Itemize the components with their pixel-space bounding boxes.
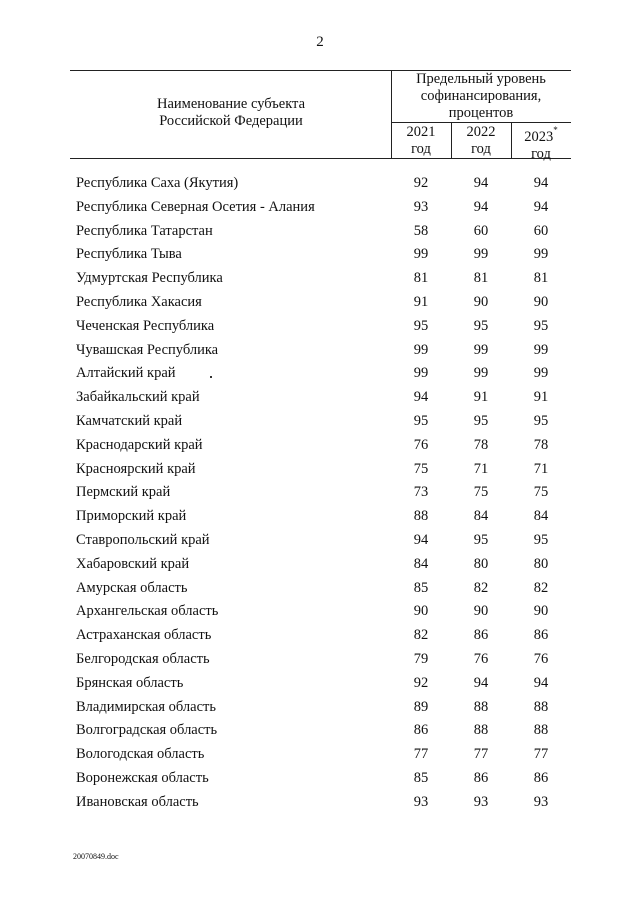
value-2023: 60 — [533, 222, 549, 239]
header-region-name-line1: Наименование субъекта — [156, 96, 306, 112]
value-2022: 94 — [473, 198, 489, 215]
header-year-label: 2022 — [466, 124, 496, 140]
region-name: Краснодарский край — [76, 436, 203, 453]
table-row — [0, 767, 640, 791]
value-2021: 77 — [413, 746, 429, 763]
value-2021: 79 — [413, 650, 429, 667]
table-row — [0, 553, 640, 577]
table-row — [0, 791, 640, 815]
header-year-2022 — [451, 124, 511, 158]
header-year-2021 — [391, 124, 451, 158]
value-2022: 99 — [473, 341, 489, 358]
region-name: Приморский край — [76, 508, 187, 525]
region-name: Республика Саха (Якутия) — [76, 175, 239, 191]
table-row — [0, 481, 640, 505]
value-2021: 95 — [413, 317, 429, 334]
value-2022: 71 — [473, 460, 489, 477]
table-row — [0, 196, 640, 220]
value-2023: 95 — [533, 531, 549, 548]
value-2023: 71 — [533, 460, 549, 477]
header-region-name — [70, 96, 392, 130]
region-name: Пермский край — [76, 484, 171, 501]
table-row — [0, 600, 640, 624]
value-2023: 99 — [533, 365, 549, 382]
value-2023: 82 — [533, 579, 549, 596]
table-header-bottom-rule — [70, 158, 571, 159]
value-2023: 91 — [533, 389, 549, 406]
value-2022: 93 — [473, 793, 489, 810]
value-2021: 99 — [413, 365, 429, 382]
value-2023: 81 — [533, 270, 549, 287]
table-row — [0, 505, 640, 529]
table-row — [0, 315, 640, 339]
value-2021: 94 — [413, 389, 429, 406]
table-row — [0, 220, 640, 244]
value-2022: 94 — [473, 175, 489, 191]
value-2023: 88 — [533, 722, 549, 739]
value-2021: 90 — [413, 603, 429, 620]
value-2023: 93 — [533, 793, 549, 810]
value-2023: 75 — [533, 484, 549, 501]
region-name: Вологодская область — [76, 746, 205, 763]
region-name: Ивановская область — [76, 793, 199, 810]
region-name: Камчатский край — [76, 412, 183, 429]
value-2023: 99 — [533, 341, 549, 358]
table-row — [0, 743, 640, 767]
table-row — [0, 458, 640, 482]
table-row — [0, 243, 640, 267]
value-2021: 99 — [413, 341, 429, 358]
table-row — [0, 339, 640, 363]
header-year-unit: год — [471, 141, 491, 157]
value-2023: 94 — [533, 175, 549, 191]
value-2022: 77 — [473, 746, 489, 763]
value-2023: 78 — [533, 436, 549, 453]
value-2021: 93 — [413, 793, 429, 810]
value-2023: 80 — [533, 555, 549, 572]
header-cofinancing-level — [391, 71, 571, 122]
region-name: Красноярский край — [76, 460, 196, 477]
value-2021: 91 — [413, 293, 429, 310]
header-year-label-with-mark — [511, 124, 571, 146]
value-2022: 95 — [473, 317, 489, 334]
table-row — [0, 696, 640, 720]
table-row — [0, 434, 640, 458]
value-2021: 75 — [413, 460, 429, 477]
region-name: Чувашская Республика — [76, 341, 219, 358]
table-row — [0, 172, 640, 196]
header-cofinancing-line2: софинансирования, — [420, 88, 542, 104]
value-2021: 99 — [413, 246, 429, 263]
document-filename: 20070849.doc — [73, 852, 119, 861]
header-year-2023 — [511, 124, 571, 163]
value-2022: 80 — [473, 555, 489, 572]
value-2023: 95 — [533, 317, 549, 334]
value-2021: 85 — [413, 769, 429, 786]
value-2021: 86 — [413, 722, 429, 739]
region-name: Чеченская Республика — [76, 317, 215, 334]
region-name: Воронежская область — [76, 769, 209, 786]
value-2021: 94 — [413, 531, 429, 548]
value-2022: 60 — [473, 222, 489, 239]
region-name: Республика Северная Осетия - Алания — [76, 198, 315, 215]
value-2022: 84 — [473, 508, 489, 525]
value-2021: 92 — [413, 175, 429, 191]
table-row — [0, 291, 640, 315]
scan-dot — [210, 376, 212, 378]
value-2023: 88 — [533, 698, 549, 715]
header-year-label: 2023 — [524, 128, 554, 145]
table-body — [0, 172, 640, 815]
region-name: Республика Хакасия — [76, 293, 202, 310]
value-2023: 86 — [533, 769, 549, 786]
table-row — [0, 267, 640, 291]
table-row — [0, 410, 640, 434]
value-2022: 75 — [473, 484, 489, 501]
region-name: Хабаровский край — [76, 555, 190, 572]
value-2023: 94 — [533, 674, 549, 691]
region-name: Владимирская область — [76, 698, 216, 715]
value-2023: 94 — [533, 198, 549, 215]
years-divider-rule — [391, 122, 571, 123]
value-2021: 82 — [413, 627, 429, 644]
value-2021: 95 — [413, 412, 429, 429]
value-2022: 88 — [473, 722, 489, 739]
value-2021: 89 — [413, 698, 429, 715]
value-2022: 99 — [473, 246, 489, 263]
table-row — [0, 648, 640, 672]
value-2021: 88 — [413, 508, 429, 525]
value-2023: 86 — [533, 627, 549, 644]
value-2022: 76 — [473, 650, 489, 667]
table-row — [0, 624, 640, 648]
value-2022: 82 — [473, 579, 489, 596]
region-name: Волгоградская область — [76, 722, 218, 739]
table-row — [0, 362, 640, 386]
value-2023: 90 — [533, 293, 549, 310]
value-2022: 94 — [473, 674, 489, 691]
value-2023: 95 — [533, 412, 549, 429]
region-name: Белгородская область — [76, 650, 210, 667]
value-2022: 99 — [473, 365, 489, 382]
table-row — [0, 672, 640, 696]
value-2022: 91 — [473, 389, 489, 406]
region-name: Республика Татарстан — [76, 222, 213, 239]
header-cofinancing-line1: Предельный уровень — [416, 71, 546, 87]
header-year-unit: год — [531, 145, 551, 162]
value-2022: 81 — [473, 270, 489, 287]
page-number: 2 — [316, 34, 324, 50]
value-2022: 90 — [473, 293, 489, 310]
region-name: Республика Тыва — [76, 246, 182, 263]
header-cofinancing-line3: процентов — [448, 105, 514, 121]
value-2022: 88 — [473, 698, 489, 715]
table-row — [0, 719, 640, 743]
region-name: Алтайский край — [76, 365, 176, 382]
header-year-label: 2021 — [406, 124, 436, 140]
table-row — [0, 529, 640, 553]
value-2023: 90 — [533, 603, 549, 620]
value-2021: 73 — [413, 484, 429, 501]
value-2022: 86 — [473, 769, 489, 786]
value-2023: 77 — [533, 746, 549, 763]
region-name: Астраханская область — [76, 627, 212, 644]
region-name: Забайкальский край — [76, 389, 200, 406]
header-region-name-line2: Российской Федерации — [159, 113, 303, 129]
value-2022: 95 — [473, 412, 489, 429]
footnote-mark: * — [553, 125, 558, 135]
value-2022: 90 — [473, 603, 489, 620]
value-2021: 84 — [413, 555, 429, 572]
value-2021: 85 — [413, 579, 429, 596]
value-2023: 76 — [533, 650, 549, 667]
region-name: Архангельская область — [76, 603, 219, 620]
value-2022: 86 — [473, 627, 489, 644]
region-name: Амурская область — [76, 579, 188, 596]
table-row — [0, 386, 640, 410]
value-2023: 84 — [533, 508, 549, 525]
value-2022: 95 — [473, 531, 489, 548]
value-2022: 78 — [473, 436, 489, 453]
value-2021: 76 — [413, 436, 429, 453]
value-2023: 99 — [533, 246, 549, 263]
value-2021: 93 — [413, 198, 429, 215]
table-row — [0, 577, 640, 601]
value-2021: 81 — [413, 270, 429, 287]
region-name: Ставропольский край — [76, 531, 210, 548]
region-name: Удмуртская Республика — [76, 270, 223, 287]
value-2021: 58 — [413, 222, 429, 239]
value-2021: 92 — [413, 674, 429, 691]
region-name: Брянская область — [76, 674, 184, 691]
header-year-unit: год — [411, 141, 431, 157]
